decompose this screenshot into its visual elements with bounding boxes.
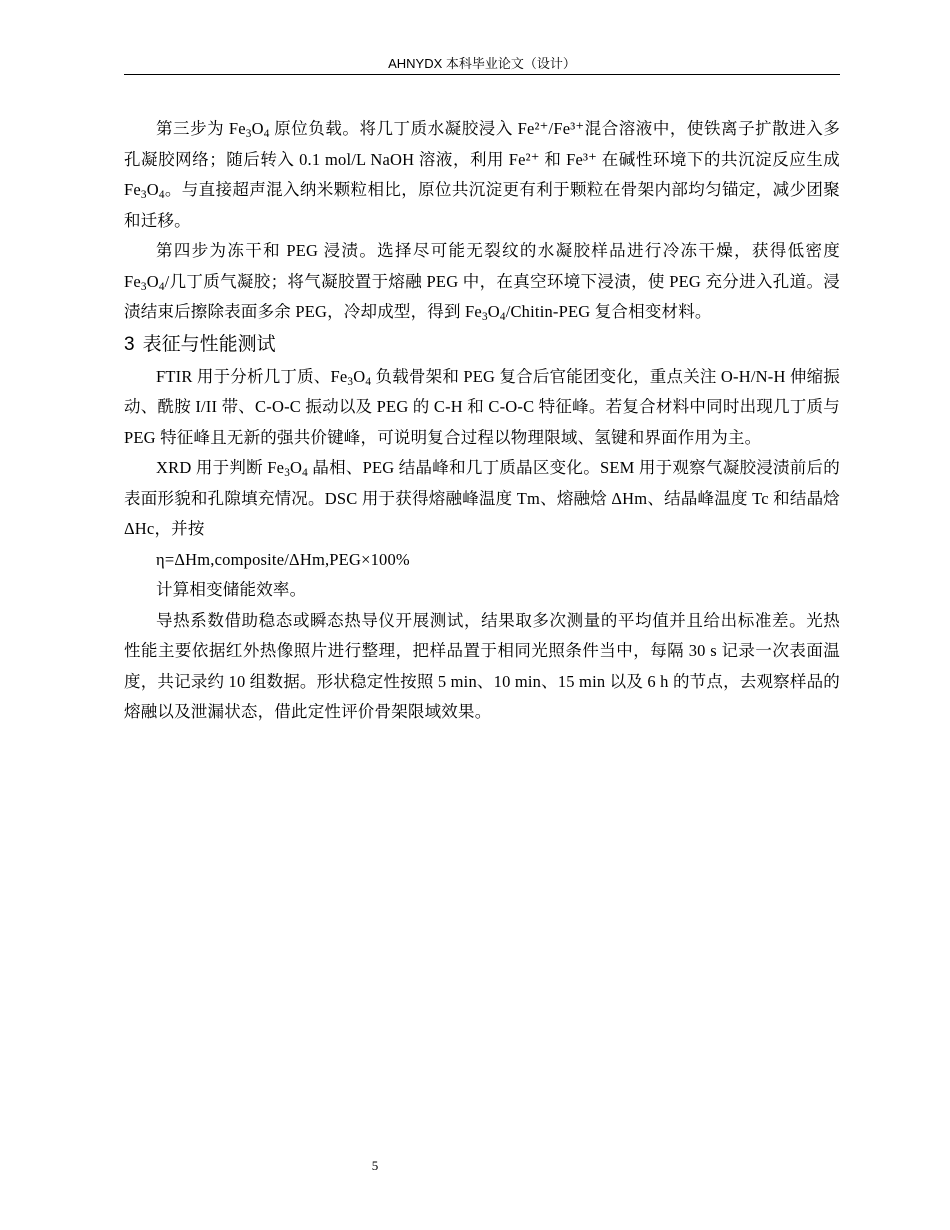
- page-number: 5: [371, 1158, 379, 1173]
- section-title: 表征与性能测试: [142, 333, 276, 355]
- page-header: AHNYDX 本科毕业论文（设计）: [388, 56, 576, 71]
- efficiency-formula: η=ΔHm,composite/ΔHm,PEG×100%: [156, 549, 410, 569]
- paragraph-formula-note: 计算相变储能效率。: [156, 580, 307, 599]
- paragraph-xrd-sem-dsc: XRD 用于判断 $Fe_3O_4$ 晶相、PEG 结晶峰和几丁质晶区变化。SEM 用于观察气凝胶浸渍前后的表面形貌和孔隙填充情况。DSC 用于获得熔融峰温度 Tm、熔融焓 ΔHm、结晶峰温度 Tc 和结晶焓 ΔHc，并按: [124, 458, 840, 538]
- fe3o4-formula: $Fe_3O_4$: [124, 271, 165, 293]
- paragraph-ftir: FTIR 用于分析几丁质、$Fe_3O_4$ 负载骨架和 PEG 复合后官能团变化，重点关注 O-H/N-H 伸缩振动、酰胺 I/II 带、C-O-C 振动以及 PEG 的 C-H 和 C-O-C 特征峰。若复合材料中同时出现几丁质与 PEG 特征峰且无新的强共价键峰，可说明复合过程以物理限域、氢键和界面作用为主。: [124, 366, 840, 447]
- fe3o4-formula: $Fe_3O_4$: [330, 366, 372, 388]
- fe3o4-formula: $Fe_3O_4$: [124, 180, 165, 202]
- fe3o4-formula: $Fe_3O_4$: [465, 302, 506, 324]
- document-body: [124, 114, 840, 728]
- section-heading: [124, 328, 840, 362]
- paragraph-step4: 第四步为冻干和 PEG 浸渍。选择尽可能无裂纹的水凝胶样品进行冷冻干燥，获得低密度 $Fe_3O_4/$几丁质气凝胶；将气凝胶置于熔融 PEG 中，在真空环境下浸渍，使 PEG 充分进入孔道。浸渍结束后擦除表面多余 PEG，冷却成型，得到 $Fe_3O_4/Chitin$-PEG 复合相变材料。: [124, 241, 840, 324]
- header-rule: [124, 74, 840, 75]
- fe3o4-formula: $Fe_3O_4$: [267, 458, 308, 480]
- fe3o4-formula: $Fe_3O_4$: [228, 119, 270, 141]
- paragraph-thermal-tests: 导热系数借助稳态或瞬态热导仪开展测试，结果取多次测量的平均值并且给出标准差。光热性能主要依据红外热像照片进行整理，把样品置于相同光照条件当中，每隔 30 s 记录一次表面温度，共记录约 10 组数据。形状稳定性按照 5 min、10 min、15 min 以及 6 h 的节点，去观察样品的熔融以及泄漏状态，借此定性评价骨架限域效果。: [124, 610, 840, 721]
- section-number: 3: [124, 333, 135, 355]
- paragraph-step3: 第三步为 $Fe_3O_4$ 原位负载。将几丁质水凝胶浸入 Fe²⁺/Fe³⁺混合溶液中，使铁离子扩散进入多孔凝胶网络；随后转入 0.1 mol/L NaOH 溶液，利用 Fe²⁺ 和 Fe³⁺ 在碱性环境下的共沉淀反应生成 $Fe_3O_4$。与直接超声混入纳米颗粒相比，原位共沉淀更有利于颗粒在骨架内部均匀锚定，减少团聚和迁移。: [124, 119, 841, 230]
